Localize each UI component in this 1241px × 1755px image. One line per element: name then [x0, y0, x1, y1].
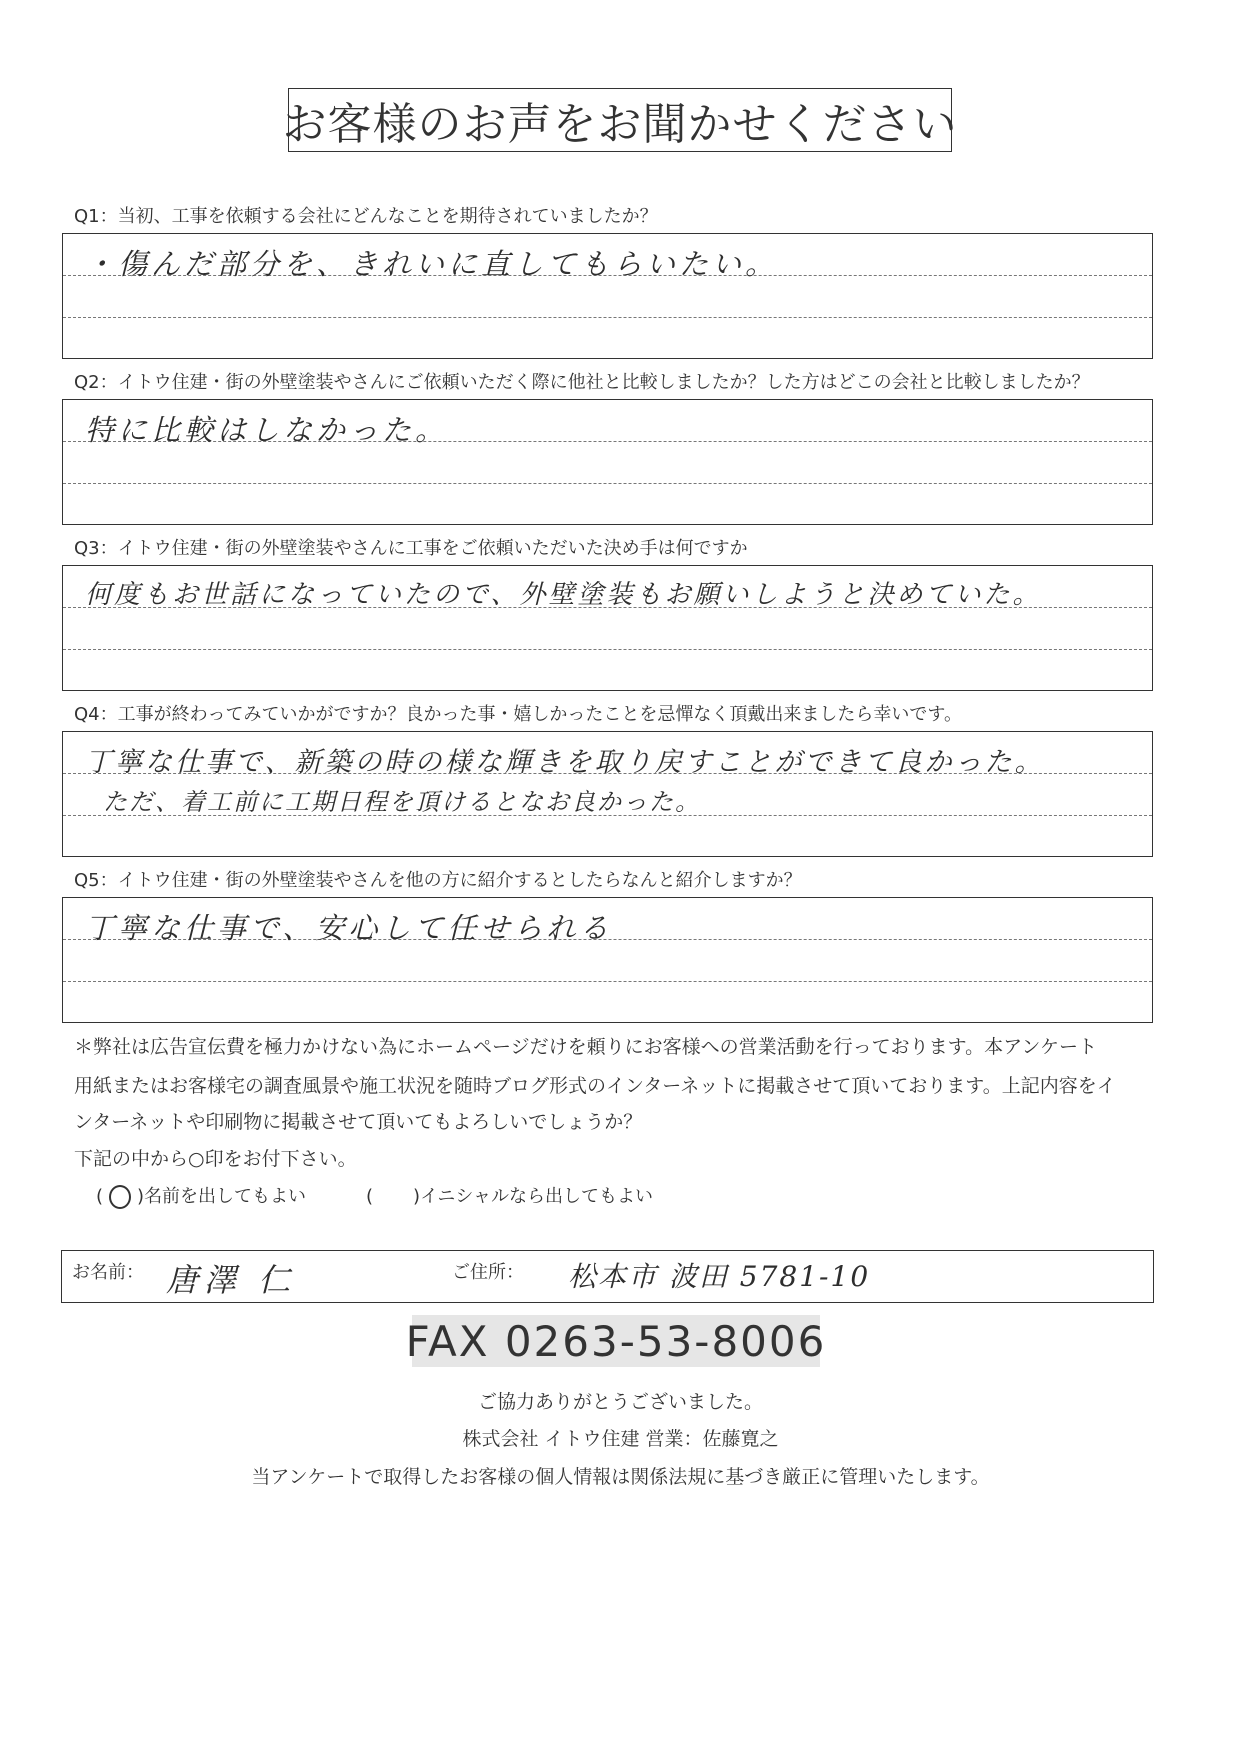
question-3-answer-box: [62, 565, 1153, 691]
question-5-answer-line-1: 丁寧な仕事で、安心して任せられる: [85, 911, 613, 945]
respondent-box: [61, 1250, 1154, 1303]
question-2-answer-box: [62, 399, 1153, 525]
address-label: ご住所：: [452, 1262, 524, 1283]
notice-line-1: ＊弊社は広告宣伝費を極力かけない為にホームページだけを頼りにお客様への営業活動を行っております。本アンケート: [74, 1036, 1097, 1058]
question-1-label: Q1：当初、工事を依頼する会社にどんなことを期待されていましたか？: [74, 206, 658, 227]
address-value: 松本市 波田 5781-10: [568, 1260, 871, 1293]
question-5-answer-box: [62, 897, 1153, 1023]
question-5-label: Q5：イトウ住建・街の外壁塗装やさんを他の方に紹介するとしたらなんと紹介しますか？: [74, 870, 802, 891]
name-label: お名前：: [72, 1262, 144, 1283]
thanks-text: ご協力ありがとうございました。: [477, 1391, 763, 1413]
notice-line-4: 下記の中から○印をお付下さい。: [74, 1148, 357, 1170]
question-3-label: Q3：イトウ住建・街の外壁塗装やさんに工事をご依頼いただいた決め手は何ですか: [74, 538, 748, 559]
question-2-label: Q2：イトウ住建・街の外壁塗装やさんにご依頼いただく際に他社と比較しましたか？した方はどこの会社と比較しましたか？: [74, 372, 1090, 393]
privacy-text: 当アンケートで取得したお客様の個人情報は関係法規に基づき厳正に管理いたします。: [251, 1466, 990, 1488]
notice-line-2: 用紙またはお客様宅の調査風景や施工状況を随時ブログ形式のインターネットに掲載させて頂いております。上記内容をイ: [74, 1075, 1116, 1097]
option-initial-ok-label: イニシャルなら出してもよい: [420, 1186, 653, 1207]
fax-number: FAX 0263-53-8006: [405, 1316, 827, 1366]
notice-line-3: ンターネットや印刷物に掲載させて頂いてもよろしいでしょうか？: [74, 1111, 643, 1133]
question-3-answer-line-1: 何度もお世話になっていたので、外壁塗装もお願いしようと決めていた。: [85, 580, 1042, 610]
selected-circle-icon: [109, 1185, 131, 1209]
question-1-answer-box: [62, 233, 1153, 359]
question-4-label: Q4：工事が終わってみていかがですか？良かった事・嬉しかったことを忌憚なく頂戴出来ましたら幸いです。: [74, 704, 962, 725]
question-1-answer-line-1: ・傷んだ部分を、きれいに直してもらいたい。: [85, 247, 779, 281]
option-name-ok[interactable]: ( )名前を出してもよい: [96, 1186, 307, 1207]
company-text: 株式会社 イトウ住建 営業：佐藤寛之: [462, 1428, 779, 1450]
question-2-answer-line-1: 特に比較はしなかった。: [85, 413, 449, 447]
option-initial-ok[interactable]: ( )イニシャルなら出してもよい: [366, 1186, 653, 1207]
form-title: お客様のお声をお聞かせください: [288, 88, 952, 152]
question-4-answer-line-2: ただ、着工前に工期日程を頂けるとなお良かった。: [103, 788, 701, 816]
option-name-ok-label: 名前を出してもよい: [144, 1186, 307, 1207]
question-4-answer-box: [62, 731, 1153, 857]
question-4-answer-line-1: 丁寧な仕事で、新築の時の様な輝きを取り戻すことができて良かった。: [85, 747, 1045, 778]
name-value: 唐澤 仁: [166, 1261, 297, 1299]
